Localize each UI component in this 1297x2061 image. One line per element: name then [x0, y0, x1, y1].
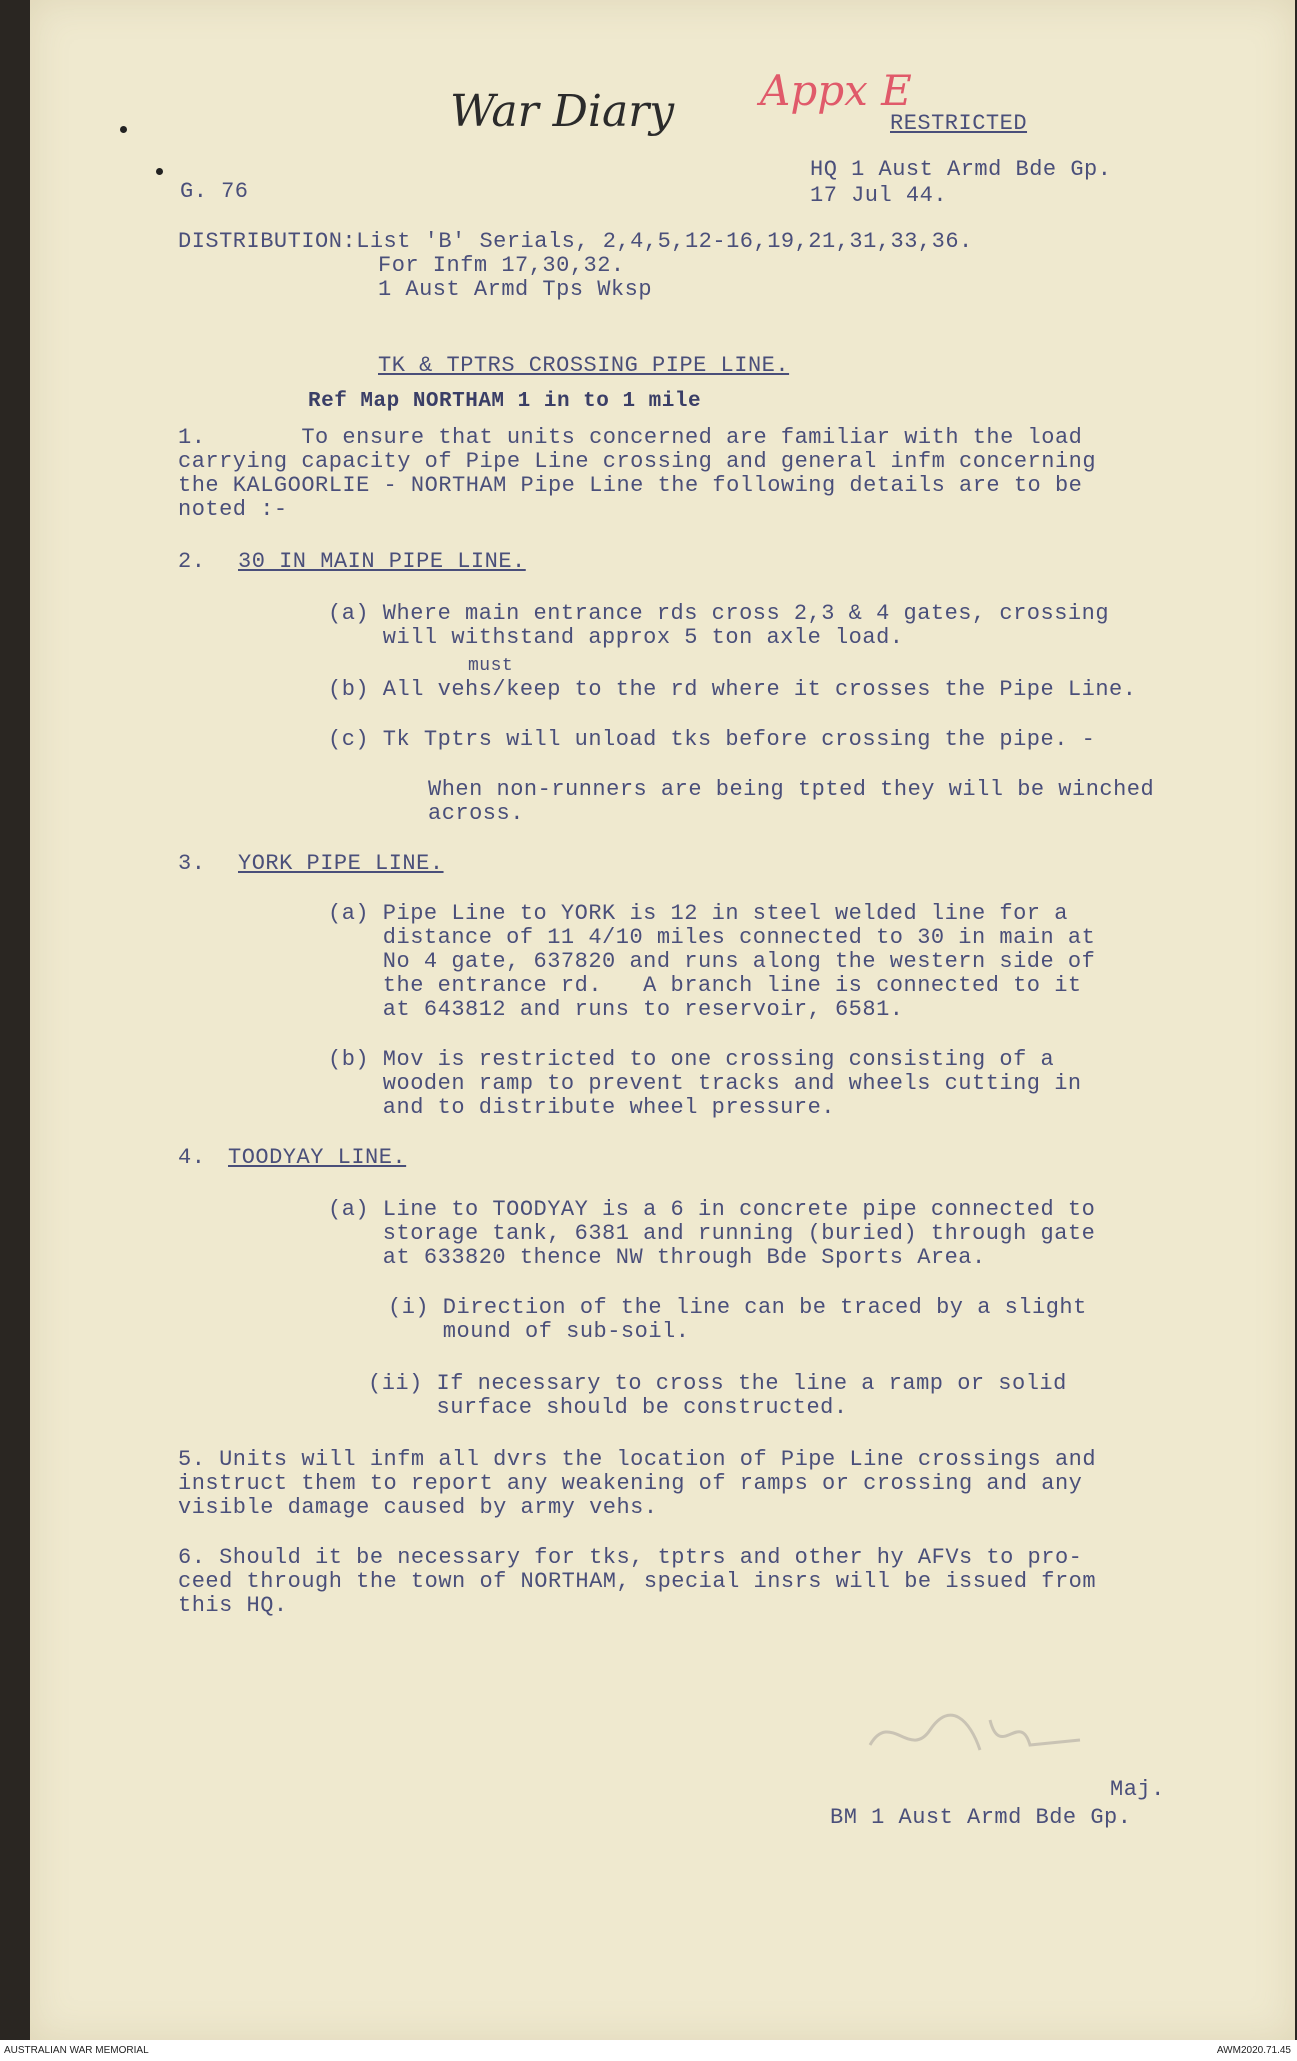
para-5-line: 5. Units will infm all dvrs the location of Pipe Line crossings and [178, 1447, 1097, 1472]
para-4a-line: (a) Line to TOODYAY is a 6 in concrete pipe connected to [328, 1197, 1096, 1222]
document-page [30, 0, 1295, 2040]
para-2-number: 2. [178, 549, 206, 574]
hq-line: HQ 1 Aust Armd Bde Gp. [810, 157, 1112, 182]
para-3-number: 3. [178, 851, 206, 876]
para-1-line: noted :- [178, 497, 288, 522]
para-2a-line: will withstand approx 5 ton axle load. [328, 625, 904, 650]
signature-rank: Maj. [1110, 1777, 1165, 1802]
footer-accession: AWM2020.71.45 [1216, 2045, 1291, 2056]
para-3a-line: No 4 gate, 637820 and runs along the western side of [328, 949, 1096, 974]
para-5-line: visible damage caused by army vehs. [178, 1495, 658, 1520]
para-3b-line: and to distribute wheel pressure. [328, 1095, 835, 1120]
para-4i-line: mound of sub-soil. [388, 1319, 690, 1344]
reference-number: G. 76 [180, 179, 249, 204]
archive-footer [0, 2040, 1297, 2061]
para-2-heading: 30 IN MAIN PIPE LINE. [238, 549, 526, 574]
footer-institution: AUSTRALIAN WAR MEMORIAL [4, 2045, 149, 2056]
para-2c-line: (c) Tk Tptrs will unload tks before crossing the pipe. - [328, 727, 1096, 752]
handwritten-appendix: Appx E [760, 66, 912, 115]
para-2b-line: (b) All vehs/keep to the rd where it crosses the Pipe Line. [328, 677, 1137, 702]
date-line: 17 Jul 44. [810, 183, 948, 208]
para-2b-insert: must [468, 656, 514, 676]
para-1-line: the KALGOORLIE - NORTHAM Pipe Line the following details are to be [178, 473, 1083, 498]
para-6-line: 6. Should it be necessary for tks, tptrs and other hy AFVs to pro- [178, 1545, 1083, 1570]
para-3a-line: the entrance rd. A branch line is connected to it [328, 973, 1082, 998]
para-3a-line: distance of 11 4/10 miles connected to 30 in main at [328, 925, 1096, 950]
para-2c-note: across. [428, 801, 524, 826]
para-4-heading: TOODYAY LINE. [228, 1145, 407, 1170]
distribution-line-1: DISTRIBUTION:List 'B' Serials, 2,4,5,12-16,19,21,31,33,36. [178, 229, 973, 254]
para-4a-line: at 633820 thence NW through Bde Sports Area. [328, 1245, 986, 1270]
para-4-number: 4. [178, 1145, 206, 1170]
para-2c-note: When non-runners are being tpted they will be winched [428, 777, 1155, 802]
classification: RESTRICTED [890, 111, 1028, 136]
para-4ii-line: (ii) If necessary to cross the line a ramp or solid [368, 1371, 1067, 1396]
signature-scrawl [860, 1700, 1090, 1770]
para-6-line: this HQ. [178, 1593, 288, 1618]
para-1-line: 1. To ensure that units concerned are familiar with the load [178, 425, 1083, 450]
para-2a-line: (a) Where main entrance rds cross 2,3 & 4 gates, crossing [328, 601, 1110, 626]
para-4i-line: (i) Direction of the line can be traced by a slight [388, 1295, 1087, 1320]
document-subtitle: Ref Map NORTHAM 1 in to 1 mile [308, 390, 702, 413]
signature-appointment: BM 1 Aust Armd Bde Gp. [830, 1805, 1132, 1830]
para-3b-line: (b) Mov is restricted to one crossing consisting of a [328, 1047, 1055, 1072]
para-4ii-line: surface should be constructed. [368, 1395, 848, 1420]
para-1-line: carrying capacity of Pipe Line crossing and general infm concerning [178, 449, 1097, 474]
para-3b-line: wooden ramp to prevent tracks and wheels cutting in [328, 1071, 1082, 1096]
document-title: TK & TPTRS CROSSING PIPE LINE. [378, 353, 790, 378]
para-5-line: instruct them to report any weakening of ramps or crossing and any [178, 1471, 1083, 1496]
distribution-line-2: For Infm 17,30,32. [378, 253, 625, 278]
para-3-heading: YORK PIPE LINE. [238, 851, 444, 876]
handwritten-title: War Diary [450, 86, 675, 137]
punch-hole [156, 168, 163, 175]
para-3a-line: (a) Pipe Line to YORK is 12 in steel welded line for a [328, 901, 1068, 926]
para-4a-line: storage tank, 6381 and running (buried) through gate [328, 1221, 1096, 1246]
para-3a-line: at 643812 and runs to reservoir, 6581. [328, 997, 904, 1022]
para-6-line: ceed through the town of NORTHAM, special insrs will be issued from [178, 1569, 1097, 1594]
distribution-line-3: 1 Aust Armd Tps Wksp [378, 277, 653, 302]
punch-hole [120, 126, 127, 133]
